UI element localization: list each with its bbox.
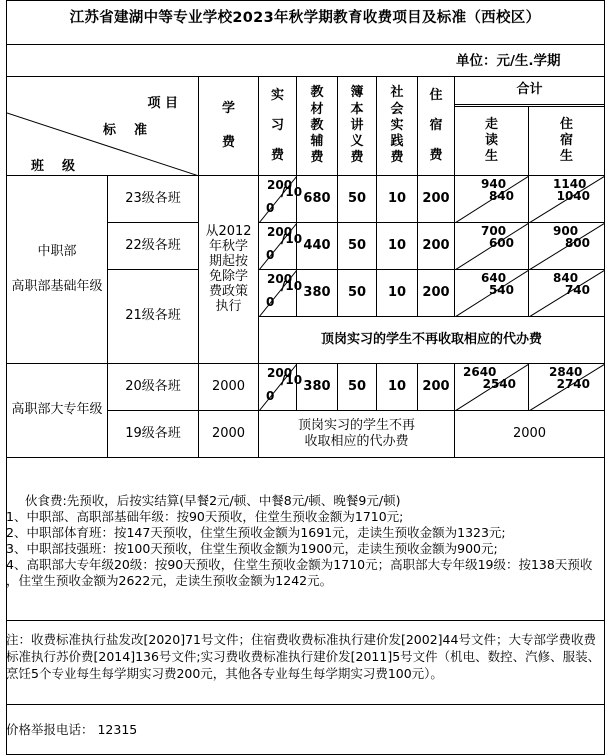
- group-zhongzhi: [7, 176, 108, 364]
- group-zhongzhi-line1: 中职部: [37, 244, 77, 260]
- corner-header-cell: [7, 77, 199, 176]
- materials-header: 教材教辅费: [297, 77, 338, 176]
- materials-20: 380: [297, 364, 338, 411]
- price-report-phone: 价格举报电话： 12315: [6, 722, 138, 737]
- lodging-22: 200: [418, 223, 455, 270]
- social-header: 社会实践费: [377, 77, 418, 176]
- practice-22: 200 /10 0: [259, 223, 297, 270]
- day-total-20: 2640 2540: [455, 364, 529, 411]
- day-total-21: 640 540: [455, 270, 529, 317]
- notebook-header: 簿本讲义费: [338, 77, 377, 176]
- board-total-22: 900 800: [529, 223, 605, 270]
- practice-20: 200 /10 0: [259, 364, 297, 411]
- board-total-23: 1140 1040: [529, 176, 605, 223]
- frame-law-bottom: [6, 704, 604, 705]
- social-20: 10: [377, 364, 418, 411]
- social-22: 10: [377, 223, 418, 270]
- practice-23: 200 /10 0: [259, 176, 297, 223]
- day-student-header: 走读生: [455, 107, 529, 176]
- board-total-20: 2840 2740: [529, 364, 605, 411]
- tuition-20: 2000: [199, 364, 259, 411]
- corner-item-label: 项 目: [147, 96, 178, 111]
- note-3: 3、中职部技强班：按100天预收，住堂生预收金额为1900元，走读生预收金额为900元;: [6, 541, 498, 556]
- meal-note: 伙食费:先预收，后按实结算(早餐2元/顿、中餐8元/顿、晚餐9元/顿): [25, 493, 401, 508]
- social-21: 10: [377, 270, 418, 317]
- materials-21: 380: [297, 270, 338, 317]
- class-19: 19级各班: [108, 411, 199, 458]
- lodging-20: 200: [418, 364, 455, 411]
- note-1: 1、中职部、高职部基础年级：按90天预收，住堂生预收金额为1710元;: [6, 509, 404, 524]
- notes-block: [6, 493, 592, 589]
- frame-title-bottom: [6, 44, 604, 45]
- corner-class-label: 班级: [31, 159, 94, 174]
- note-2: 2、中职部体育班：按147天预收，住堂生预收金额为1691元，走读生预收金额为1323元;: [6, 525, 506, 540]
- internship-note-2: 顶岗实习的学生不再收取相应的代办费: [259, 411, 455, 458]
- practice-21: 200 /10 0: [259, 270, 297, 317]
- day-total-23: 940 840: [455, 176, 529, 223]
- unit-label: 单位：元/生.学期: [456, 53, 561, 69]
- note-4a: 4、高职部大专年级20级：按90天预收，住堂生预收金额为1710元；高职部大专年级19级：按138天预收: [6, 557, 593, 572]
- notebook-21: 50: [338, 270, 377, 317]
- day-total-22: 700 600: [455, 223, 529, 270]
- internship-note-1: 顶岗实习的学生不再收取相应的代办费: [259, 317, 605, 364]
- note-4b: ，住堂生预收金额为2622元，走读生预收金额为1242元。: [6, 573, 333, 588]
- page-title: 江苏省建湖中等专业学校2023年秋学期教育收费项目及标准（西校区）: [69, 10, 541, 26]
- board-total-21: 840 740: [529, 270, 605, 317]
- class-23: 23级各班: [108, 176, 199, 223]
- notebook-23: 50: [338, 176, 377, 223]
- frame-notes-bottom: [6, 620, 604, 621]
- practice-header: 实习费: [259, 77, 297, 176]
- class-22: 22级各班: [108, 223, 199, 270]
- notebook-22: 50: [338, 223, 377, 270]
- class-21: 21级各班: [108, 270, 199, 364]
- lodging-21: 200: [418, 270, 455, 317]
- boarder-header: 住宿生: [529, 107, 605, 176]
- frame-top: [6, 0, 604, 1]
- corner-standard-label: 标准: [103, 123, 166, 138]
- fee-table: [6, 76, 605, 458]
- tuition-19: 2000: [199, 411, 259, 458]
- free-tuition-cell: 从2012年秋学期起按免除学费政策执行: [199, 176, 259, 364]
- notebook-20: 50: [338, 364, 377, 411]
- tuition-header: 学费: [199, 77, 259, 176]
- regulation-note: 注：收费标准执行盐发改[2020]71号文件；住宿费收费标准执行建价发[2002]44号文件；大专部学费收费标准执行苏价费[2014]136号文件;实习费收费标准执行建价发[2011]5号文件（机电、数控、汽修、服装、烹饪5个专业每生每学期实习费200元，其他各专业每生每学期实习费100元）。: [6, 632, 601, 681]
- lodging-header: 住宿费: [418, 77, 455, 176]
- social-23: 10: [377, 176, 418, 223]
- total-header: 合计: [455, 77, 605, 105]
- materials-22: 440: [297, 223, 338, 270]
- total-19: 2000: [455, 411, 605, 458]
- materials-23: 680: [297, 176, 338, 223]
- group-dazhuan: 高职部大专年级: [7, 364, 108, 458]
- lodging-23: 200: [418, 176, 455, 223]
- class-20: 20级各班: [108, 364, 199, 411]
- group-zhongzhi-line2: 高职部基础年级: [11, 278, 103, 294]
